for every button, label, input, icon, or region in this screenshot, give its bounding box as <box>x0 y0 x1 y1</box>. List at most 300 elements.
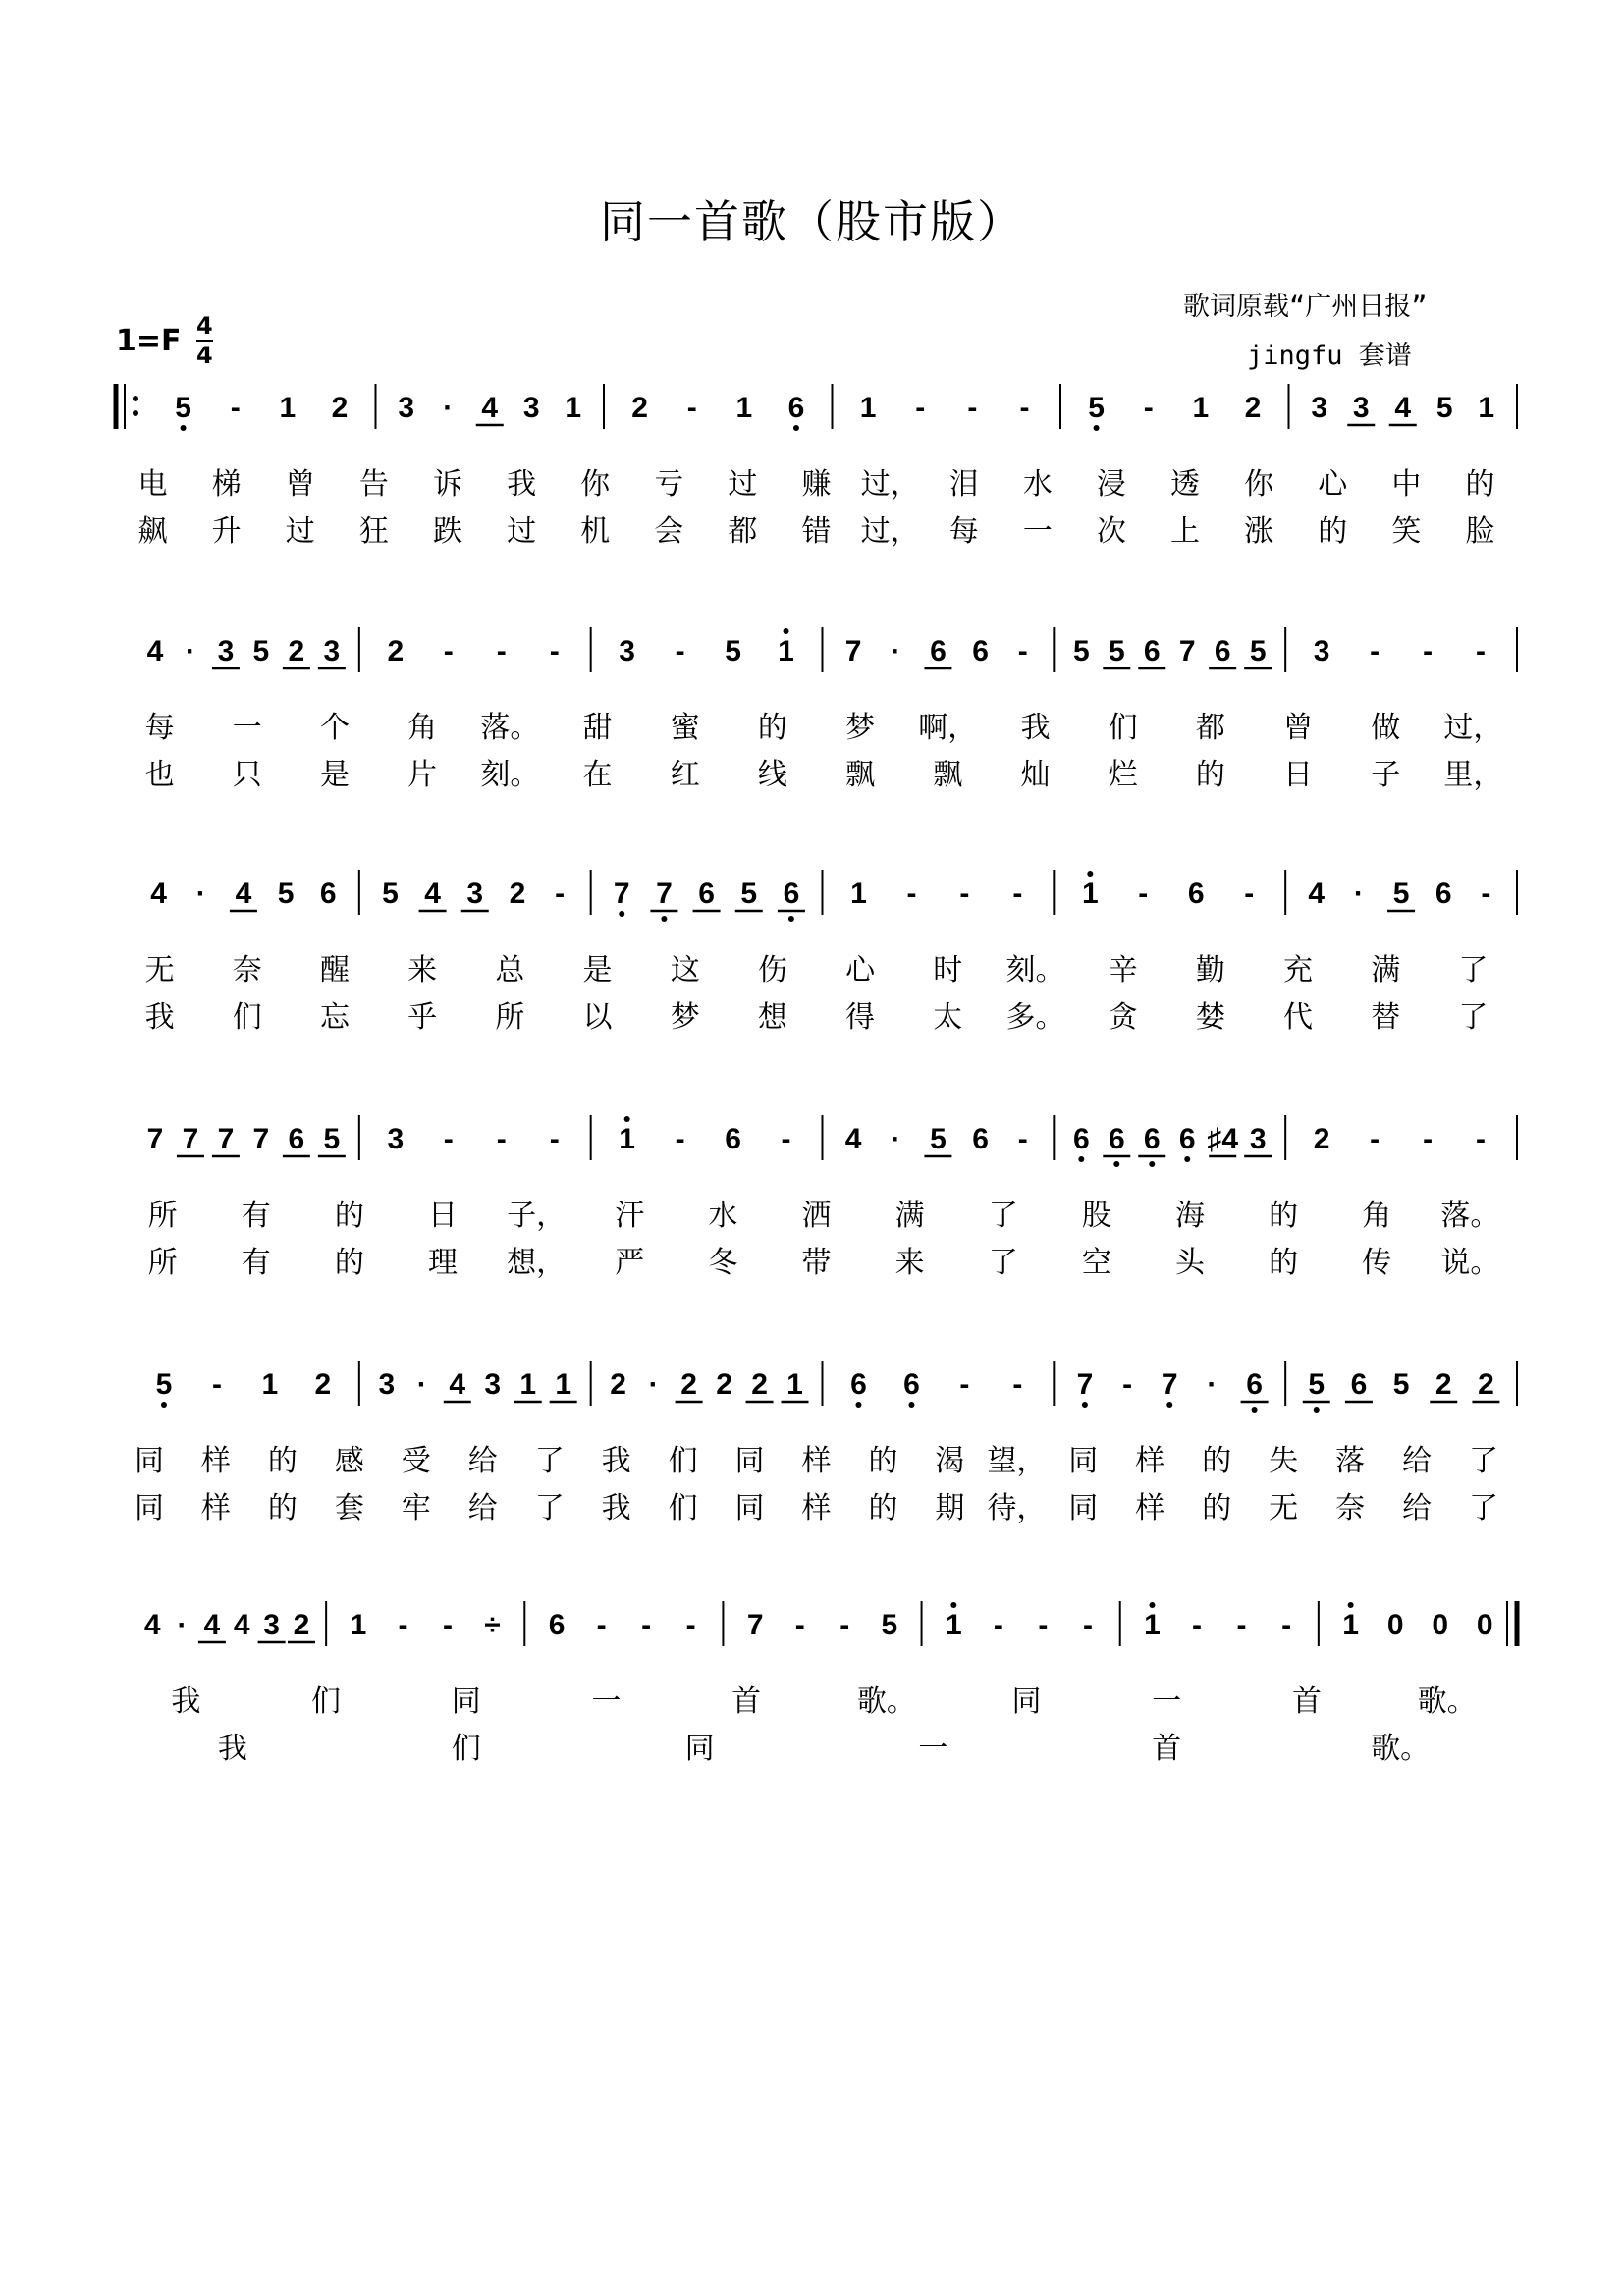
note: 2 <box>314 1368 332 1401</box>
lyric-char: 冬 <box>708 1246 738 1280</box>
note: 1 <box>1342 1609 1359 1641</box>
note: 6 <box>783 878 800 910</box>
note: - <box>686 392 697 424</box>
note: - <box>967 392 978 424</box>
note: - <box>1122 1368 1133 1401</box>
note: 4 <box>203 1609 221 1641</box>
lower-octave-dot <box>661 916 667 922</box>
lyric-char: 所 <box>147 1199 178 1233</box>
note: - <box>1012 1368 1023 1401</box>
note: - <box>781 1123 791 1155</box>
note: 6 <box>1108 1123 1125 1155</box>
lower-octave-dot <box>1078 1156 1084 1162</box>
lyric-char: 刻。 <box>1005 953 1065 988</box>
note: - <box>1143 392 1154 424</box>
note: 5 <box>1392 878 1410 910</box>
note: 0 <box>1476 1609 1493 1641</box>
note: 6 <box>1143 1123 1161 1155</box>
upper-octave-dot <box>1149 1602 1155 1608</box>
lyric-char: 升 <box>211 514 242 549</box>
lower-octave-dot <box>161 1402 167 1408</box>
lyric-char: 水 <box>1022 467 1053 502</box>
lyric-char: 个 <box>319 711 350 745</box>
lyric-char: 待， <box>987 1491 1047 1525</box>
lyric-char: 有 <box>241 1246 271 1280</box>
note: - <box>1192 1609 1203 1641</box>
lyric-char: 日 <box>427 1199 458 1233</box>
lyric-char: 一 <box>1022 514 1053 549</box>
lyric-char: 样 <box>1135 1444 1165 1478</box>
note: - <box>839 1609 850 1641</box>
lyric-char: 的 <box>757 711 787 745</box>
note: - <box>443 1123 454 1155</box>
lyric-char: 来 <box>894 1246 925 1280</box>
lyric-char: 都 <box>1195 711 1225 745</box>
note: 3 <box>323 635 341 667</box>
note: 7 <box>844 635 862 667</box>
note: 2 <box>751 1368 768 1401</box>
note: - <box>1012 878 1023 910</box>
lyric-char: 次 <box>1096 514 1126 549</box>
note: - <box>1481 878 1491 910</box>
note: 5 <box>323 1123 341 1155</box>
note: 6 <box>903 1368 920 1401</box>
time-top: 4 <box>196 312 213 340</box>
note: 4 <box>424 878 441 910</box>
note: 5 <box>155 1368 173 1401</box>
lyric-char: 辛 <box>1108 953 1138 988</box>
lyric-char: 狂 <box>358 514 389 549</box>
note: 1 <box>555 1368 572 1401</box>
note: 6 <box>288 1123 305 1155</box>
note: 3 <box>263 1609 280 1641</box>
note: 5 <box>175 392 191 424</box>
note: 1 <box>279 392 297 424</box>
note: 6 <box>548 1609 566 1641</box>
lyric-char: 心 <box>845 953 876 988</box>
note: 3 <box>466 878 484 910</box>
lyric-char: 们 <box>311 1684 342 1719</box>
note: - <box>1019 392 1030 424</box>
note: 7 <box>746 1609 764 1641</box>
lyric-char: 过 <box>507 514 537 549</box>
lyric-char: 子， <box>507 1199 567 1233</box>
lyric-char: 理 <box>427 1246 458 1280</box>
note: - <box>906 878 917 910</box>
lyric-char: 落 <box>1335 1444 1366 1478</box>
note: - <box>442 1609 453 1641</box>
note: 3 <box>1352 392 1370 424</box>
note: 6 <box>1350 1368 1368 1401</box>
lyric-char: 会 <box>654 514 684 549</box>
note: 2 <box>631 392 648 424</box>
note: 6 <box>319 878 337 910</box>
note: 3 <box>522 392 540 424</box>
lyric-char: 你 <box>580 467 611 502</box>
lyric-char: 勤 <box>1195 953 1225 988</box>
lyric-char: 了 <box>1458 953 1489 988</box>
note: 6 <box>698 878 715 910</box>
note: 6 <box>972 635 989 667</box>
note: 6 <box>1187 878 1205 910</box>
lyric-char: 所 <box>147 1246 178 1280</box>
note: ♯4 <box>1207 1123 1239 1155</box>
lyric-char: 曾 <box>285 467 315 502</box>
note: 4 <box>449 1368 466 1401</box>
note: 6 <box>1143 635 1161 667</box>
note: - <box>443 635 454 667</box>
note: · <box>1207 1368 1218 1401</box>
note: 4 <box>1394 392 1412 424</box>
note: - <box>1423 1123 1434 1155</box>
note: 5 <box>1392 1368 1410 1401</box>
lyric-char: 歌。 <box>1417 1684 1477 1719</box>
lyric-char: 的 <box>1269 1246 1299 1280</box>
note: 6 <box>930 635 947 667</box>
lyric-char: 受 <box>401 1444 431 1478</box>
note: - <box>211 1368 222 1401</box>
lyric-char: 过 <box>285 514 315 549</box>
lyric-char: 了 <box>534 1491 565 1525</box>
lyric-char: 过 <box>728 467 758 502</box>
lyric-char: 赚 <box>801 467 832 502</box>
repeat-dot <box>133 410 138 416</box>
note: 6 <box>787 392 805 424</box>
note: 4 <box>150 878 167 910</box>
note: 2 <box>288 635 305 667</box>
lower-octave-dot <box>1252 1407 1258 1413</box>
lyric-char: 无 <box>144 953 175 988</box>
lyric-char: 样 <box>1135 1491 1165 1525</box>
lyric-char: 同 <box>684 1732 715 1766</box>
note: 6 <box>1435 878 1452 910</box>
note: 4 <box>235 878 252 910</box>
note: 3 <box>1313 635 1330 667</box>
note: - <box>959 878 970 910</box>
lyrics-source: 歌词原载“广州日报” <box>1183 292 1428 322</box>
note: - <box>549 635 560 667</box>
note: 4 <box>1308 878 1326 910</box>
lyric-char: 的 <box>868 1491 898 1525</box>
note: 6 <box>1246 1368 1263 1401</box>
note: - <box>1244 878 1255 910</box>
lyric-char: 歌。 <box>856 1684 916 1719</box>
note: 2 <box>293 1609 310 1641</box>
lower-octave-dot <box>1094 425 1100 431</box>
lyric-char: 亏 <box>654 467 684 502</box>
lyric-char: 的 <box>267 1491 298 1525</box>
note: 2 <box>1478 1368 1494 1401</box>
note: 3 <box>378 1368 396 1401</box>
note: - <box>1017 1123 1028 1155</box>
lyric-char: 总 <box>495 953 525 988</box>
note: 5 <box>1072 635 1090 667</box>
note: 5 <box>382 878 399 910</box>
note: · <box>185 635 195 667</box>
lyric-char: 伤 <box>757 953 787 988</box>
lower-octave-dot <box>1314 1407 1320 1413</box>
lyric-char: 同 <box>1011 1684 1042 1719</box>
lyric-char: 了 <box>1469 1491 1499 1525</box>
note: 1 <box>850 878 867 910</box>
note: 4 <box>143 1609 161 1641</box>
lyric-char: 蜜 <box>670 711 700 745</box>
lyric-char: 海 <box>1175 1199 1206 1233</box>
lyric-char: 想 <box>757 1000 787 1035</box>
lyric-char: 诉 <box>432 467 462 502</box>
lyric-char: 告 <box>358 467 389 502</box>
note: - <box>959 1368 970 1401</box>
note: 3 <box>1249 1123 1267 1155</box>
lyric-char: 机 <box>580 514 611 549</box>
lyric-char: 给 <box>1402 1444 1433 1478</box>
note: 3 <box>484 1368 502 1401</box>
note: 7 <box>217 1123 235 1155</box>
lyric-char: 同 <box>451 1684 481 1719</box>
song-title: 同一首歌（股市版） <box>600 195 1024 248</box>
lyric-char: 们 <box>668 1491 698 1525</box>
lyric-char: 飘 <box>933 758 963 792</box>
note: 5 <box>1108 635 1125 667</box>
lyric-char: 太 <box>933 1000 963 1035</box>
lyric-char: 涨 <box>1244 514 1274 549</box>
lyric-char: 梯 <box>211 467 242 502</box>
note: 1 <box>786 1368 803 1401</box>
upper-octave-dot <box>624 1116 630 1122</box>
lyric-char: 线 <box>757 758 787 792</box>
note: - <box>555 878 566 910</box>
lyric-char: 股 <box>1081 1199 1111 1233</box>
lyric-char: 洒 <box>801 1199 832 1233</box>
lyric-char: 梦 <box>845 711 876 745</box>
note: 1 <box>735 392 753 424</box>
note: 6 <box>972 1123 989 1155</box>
note: 7 <box>1161 1368 1178 1401</box>
lyric-char: 中 <box>1391 467 1422 502</box>
lyric-char: 曾 <box>1283 711 1314 745</box>
note: 1 <box>1478 392 1495 424</box>
note: - <box>1370 1123 1380 1155</box>
lyric-char: 灿 <box>1020 758 1051 792</box>
note: 3 <box>398 392 415 424</box>
lyric-char: 的 <box>1202 1444 1232 1478</box>
note: - <box>685 1609 696 1641</box>
lower-octave-dot <box>793 425 799 431</box>
note: 2 <box>1313 1123 1330 1155</box>
lyric-char: 落。 <box>1440 1199 1500 1233</box>
lyric-char: 梦 <box>670 1000 700 1035</box>
lyric-char: 说。 <box>1440 1246 1500 1280</box>
key-text: 1=F <box>116 324 182 358</box>
lyric-char: 泪 <box>948 467 979 502</box>
lower-octave-dot <box>855 1402 861 1408</box>
lyric-char: 首 <box>1291 1684 1322 1719</box>
lyric-char: 的 <box>267 1444 298 1478</box>
lyric-char: 我 <box>601 1444 631 1478</box>
lyric-char: 们 <box>451 1732 481 1766</box>
lyric-char: 日 <box>1283 758 1314 792</box>
note: 1 <box>859 392 877 424</box>
lyric-char: 得 <box>845 1000 876 1035</box>
note: - <box>641 1609 652 1641</box>
lyric-char: 样 <box>801 1491 832 1525</box>
lyric-char: 过， <box>860 467 920 502</box>
lyric-char: 过， <box>1443 711 1503 745</box>
note: 7 <box>613 878 630 910</box>
lower-octave-dot <box>181 425 187 431</box>
lyric-char: 同 <box>1068 1491 1099 1525</box>
lyric-char: 跌 <box>432 514 462 549</box>
note: 5 <box>1435 392 1453 424</box>
note: 4 <box>233 1609 250 1641</box>
note: · <box>1353 878 1364 910</box>
note: 1 <box>619 1123 635 1155</box>
lyric-char: 水 <box>708 1199 738 1233</box>
note: 1 <box>1144 1609 1161 1641</box>
lyric-char: 刻。 <box>480 758 540 792</box>
lyric-char: 同 <box>1068 1444 1099 1478</box>
lyric-char: 同 <box>134 1491 164 1525</box>
lyric-char: 代 <box>1283 1000 1314 1035</box>
note: 6 <box>1178 1123 1196 1155</box>
lyric-char: 每 <box>948 514 979 549</box>
note: 1 <box>1192 392 1210 424</box>
note: 3 <box>217 635 235 667</box>
note: 0 <box>1432 1609 1449 1641</box>
lyric-char: 我 <box>217 1732 247 1766</box>
lower-octave-dot <box>1149 1161 1155 1167</box>
lyric-char: 渴 <box>935 1444 965 1478</box>
note: 0 <box>1386 1609 1404 1641</box>
upper-octave-dot <box>950 1602 956 1608</box>
lower-octave-dot <box>1184 1156 1190 1162</box>
lyric-char: 你 <box>1244 467 1274 502</box>
lyric-char: 里， <box>1443 758 1503 792</box>
lyric-char: 同 <box>734 1491 765 1525</box>
lyric-char: 的 <box>334 1199 364 1233</box>
lyric-char: 同 <box>734 1444 765 1478</box>
note: - <box>1236 1609 1247 1641</box>
lyric-char: 的 <box>1318 514 1348 549</box>
note: 7 <box>1178 635 1196 667</box>
lyric-char: 所 <box>495 1000 525 1035</box>
lyric-char: 落。 <box>480 711 540 745</box>
lyric-char: 给 <box>467 1491 498 1525</box>
lyric-char: 们 <box>232 1000 262 1035</box>
lyric-char: 头 <box>1175 1246 1206 1280</box>
note: - <box>1476 1123 1487 1155</box>
lyric-char: 了 <box>534 1444 565 1478</box>
note: - <box>794 1609 805 1641</box>
note: - <box>596 1609 607 1641</box>
lyric-char: 角 <box>1362 1199 1392 1233</box>
note: 2 <box>716 1368 732 1401</box>
lyric-char: 我 <box>507 467 537 502</box>
lyric-char: 的 <box>1202 1491 1232 1525</box>
note: 7 <box>1076 1368 1094 1401</box>
lyric-char: 牢 <box>401 1491 431 1525</box>
note: 3 <box>1311 392 1328 424</box>
lyric-char: 上 <box>1170 514 1201 549</box>
lyric-char: 飙 <box>137 514 168 549</box>
lyric-char: 子 <box>1371 758 1401 792</box>
lyric-char: 笑 <box>1391 514 1422 549</box>
note: · <box>891 1123 901 1155</box>
lyric-char: 样 <box>200 1491 231 1525</box>
lyric-char: 电 <box>137 467 168 502</box>
lyric-char: 了 <box>1469 1444 1499 1478</box>
note: - <box>675 635 685 667</box>
lyric-char: 每 <box>144 711 175 745</box>
note: 2 <box>331 392 349 424</box>
lyric-char: 的 <box>1269 1199 1299 1233</box>
note: 1 <box>350 1609 367 1641</box>
note: · <box>177 1609 188 1641</box>
lyric-char: 乎 <box>407 1000 438 1035</box>
lyric-char: 失 <box>1269 1444 1299 1478</box>
note: 5 <box>930 1123 947 1155</box>
lyric-char: 一 <box>591 1684 622 1719</box>
note: 1 <box>565 392 582 424</box>
upper-octave-dot <box>1087 871 1093 877</box>
lyric-char: 歌。 <box>1371 1732 1431 1766</box>
lyric-char: 样 <box>200 1444 231 1478</box>
lyric-char: 们 <box>1108 711 1138 745</box>
lyric-char: 首 <box>1152 1732 1182 1766</box>
lyric-char: 严 <box>615 1246 645 1280</box>
lyric-char: 都 <box>728 514 758 549</box>
lyric-char: 一 <box>918 1732 948 1766</box>
lyric-char: 传 <box>1362 1246 1392 1280</box>
lyric-char: 同 <box>134 1444 164 1478</box>
lyric-char: 我 <box>171 1684 201 1719</box>
note: 5 <box>1088 392 1105 424</box>
lower-octave-dot <box>619 911 624 917</box>
lyric-char: 婪 <box>1195 1000 1225 1035</box>
lyric-char: 我 <box>601 1491 631 1525</box>
lyric-char: 脸 <box>1465 514 1495 549</box>
note: 4 <box>844 1123 862 1155</box>
note: - <box>398 1609 408 1641</box>
lyric-char: 了 <box>988 1199 1018 1233</box>
note: 5 <box>277 878 295 910</box>
note: 6 <box>725 1123 741 1155</box>
time-bottom: 4 <box>196 342 213 369</box>
repeat-dot <box>133 396 138 401</box>
note: - <box>993 1609 1003 1641</box>
lyric-char: 替 <box>1371 1000 1401 1035</box>
lyric-char: 给 <box>467 1444 498 1478</box>
note: - <box>915 392 926 424</box>
lyric-char: 一 <box>232 711 262 745</box>
lyric-char: 的 <box>868 1444 898 1478</box>
note: 2 <box>387 635 405 667</box>
note: 5 <box>252 635 270 667</box>
note: 5 <box>881 1609 898 1641</box>
lyric-char: 忘 <box>319 1000 350 1035</box>
note: - <box>496 1123 507 1155</box>
lyric-char: 错 <box>801 514 832 549</box>
lyric-char: 奈 <box>1335 1491 1366 1525</box>
lyric-char: 想， <box>507 1246 567 1280</box>
lyric-char: 感 <box>334 1444 364 1478</box>
lyric-char: 了 <box>988 1246 1018 1280</box>
lyric-char: 了 <box>1458 1000 1489 1035</box>
lyric-char: 满 <box>894 1199 925 1233</box>
note: - <box>1281 1609 1292 1641</box>
note: - <box>1138 878 1149 910</box>
note: 1 <box>945 1609 962 1641</box>
